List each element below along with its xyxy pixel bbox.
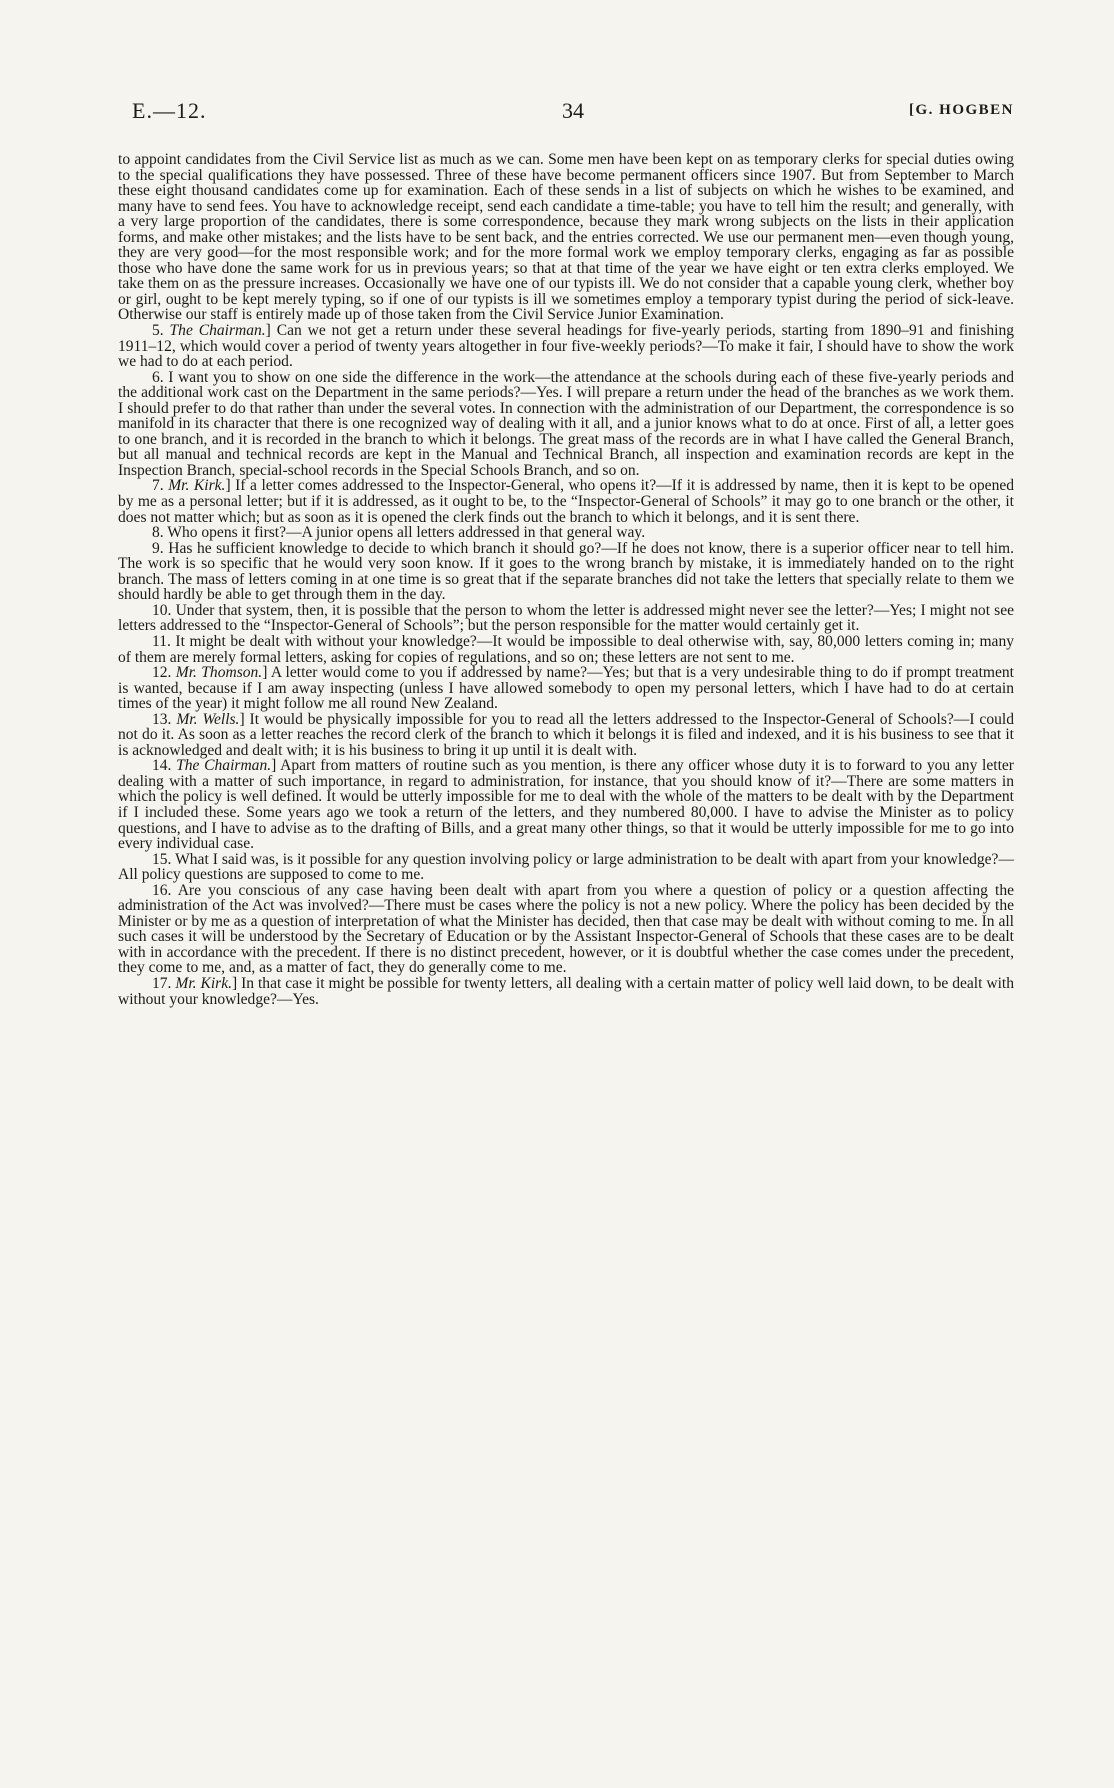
paragraph [118,478,1014,525]
question-number: 7. [152,477,169,495]
question-number: 10. [152,601,176,619]
speaker: Mr. Kirk. [168,477,226,495]
paragraph [118,525,1014,541]
question-number: 16. [152,881,178,899]
paragraph-text: Has he sufficient knowledge to decide to which branch it should go?—If he does not know, there is a superior officer near to tell him. The work is so specific that he would very soon know. If it goes to the wrong branch by mistake, it is immediately handed on to the right branch. The mass of letters coming in at one time is so great that if the separate branches did not take the letters that specially relate to them we should hardly be able to get through them in the day. [118,539,1015,604]
witness-name: [G. HOGBEN [908,102,1014,118]
paragraph-text: ] If a letter comes addressed to the Inspector-General, who opens it?—If it is addressed by name, then it is kept to be opened by me as a personal letter; but if it is addressed, as it ought to be, to the “Inspector-General of Schools” it may go to one branch or the other, it does not matter which; but as soon as it is opened the clerk finds out the branch to which it belongs, and it is sent there. [118,477,1015,526]
paragraph [118,852,1014,883]
page-header [132,98,1014,128]
paragraph [118,758,1014,851]
paragraph-text: It might be dealt with without your knowledge?—It would be impossible to deal otherwise with, say, 80,000 letters coming in; many of them are merely formal letters, asking for copies of regulations, and so on; these letters are not sent to me. [118,632,1014,666]
paragraph [118,712,1014,759]
question-number: 17. [152,974,176,992]
question-number: 5. [152,322,170,340]
paragraph-text: ] Can we not get a return under these several headings for five-yearly periods, starting from 1890–91 and finishing 1911–12, which would cover a period of twenty years altogether in four five-weekly periods?—To make it fair, I should have to show the work we had to do at each period. [118,322,1015,371]
page-number: 34 [562,98,584,123]
paragraph-text: ] In that case it might be possible for twenty letters, all dealing with a certain matter of policy well laid down, to be dealt with without your knowledge?—Yes. [118,974,1015,1008]
question-number: 11. [152,632,176,650]
speaker: The Chairman. [176,757,272,775]
paper-reference: E.—12. [132,98,207,123]
paragraph-text: I want you to show on one side the difference in the work—the attendance at the schools during each of these five-yearly periods and the additional work cast on the Department in the same periods?—Yes. I will prepare a return under the head of the branches as we work them. I should prefer to do that rather than under the several votes. In connection with the administration of our Department, the correspondence is so manifold in its character that there is one recognized way of dealing with it all, and a junior knows what to do at once. First of all, a letter goes to one branch, and it is recorded in the branch to which it belongs. The great mass of the records are in what I have called the General Branch, but all manual and technical records are kept in the Manual and Technical Branch, all inspection and examination records are kept in the Inspection Branch, special-school records in the Special Schools Branch, and so on. [118,368,1015,479]
paragraph-text: ] A letter would come to you if addressed by name?—Yes; but that is a very undesirable thing to do if prompt treatment is wanted, because if I am away inspecting (unless I have allowed somebody to open my personal letters, which I have had to do at certain times of the year) it might follow me all round New Zealand. [118,664,1014,713]
question-number: 13. [152,710,177,728]
question-number: 9. [152,539,169,557]
paragraph-text: Are you conscious of any case having been dealt with apart from you where a question of policy or a question affecting the administration of the Act was involved?—There must be cases where the policy is not a new policy. Where the policy has been decided by the Minister or by me as a question of interpretation of what the Minister has decided, then that case may be dealt with without coming to me. In all such cases it will be understood by the Secretary of Education or by the Assistant Inspector-General of Schools that these cases are to be dealt with in accordance with the precedent. If there is no distinct precedent, however, or it is doubtful whether the case comes under the precedent, they come to me, and, as a matter of fact, they do generally come to me. [118,881,1014,977]
paragraph-text: What I said was, is it possible for any question involving policy or large administration to be dealt with apart from your knowledge?—All policy questions are supposed to come to me. [118,850,1014,884]
paragraph [118,665,1014,712]
speaker: Mr. Kirk. [175,974,232,992]
question-number: 14. [152,757,177,775]
paragraph [118,323,1014,370]
question-number: 12. [152,664,176,682]
question-number: 6. [152,368,169,386]
paragraph [118,541,1014,603]
paragraph [118,152,1014,323]
question-number: 15. [152,850,176,868]
paragraph [118,603,1014,634]
question-number: 8. [152,524,168,542]
paragraph [118,370,1014,479]
paragraph [118,883,1014,976]
paragraph-text: to appoint candidates from the Civil Service list as much as we can. Some men have been kept on as temporary clerks for special duties owing to the special qualifications they have possessed. Three of these have become permanent officers since 1907. But from September to March these eight thousand candidates come up for examination. Each of these sends in a list of subjects on which he wishes to be examined, and many have to send fees. You have to acknowledge receipt, send each candidate a time-table; you have to tell him the result; and generally, with a very large proportion of the candidates, there is some correspondence, because they mark wrong subjects on the lists in their application forms, and make other mistakes; and the lists have to be sent back, and the entries corrected. We use our permanent men—even though young, they are very good—for the most responsible work; and for the more formal work we employ temporary clerks, engaging as far as possible those who have done the same work for us in previous years; so that at that time of the year we have eight or ten extra clerks employed. We take them on as the pressure increases. Occasionally we have one of our typists ill. We do not consider that a capable young clerk, whether boy or girl, ought to be kept merely typing, so if one of our typists is ill we sometimes employ a temporary typist during the period of sick-leave. Otherwise our staff is entirely made up of those taken from the Civil Service Junior Examination. [118,151,1014,324]
paragraph-text: ] It would be physically impossible for you to read all the letters addressed to the Inspector-General of Schools?—I could not do it. As soon as a letter reaches the record clerk of the branch to which it belongs it is filed and indexed, and it is his business to see that it is acknowledged and dealt with; it is his business to bring it up until it is dealt with. [118,710,1014,759]
speaker: Mr. Wells. [176,710,240,728]
paragraph-text: Who opens it first?—A junior opens all letters addressed in that general way. [167,524,646,542]
speaker: Mr. Thomson. [175,664,263,682]
paragraph [118,634,1014,665]
speaker: The Chairman. [169,322,266,340]
paragraph-text: ] Apart from matters of routine such as you mention, is there any officer whose duty it is to forward to you any letter dealing with a matter of such importance, in regard to administration, for instance, that you should know of it?—There are some matters in which the policy is well defined. It would be utterly impossible for me to deal with the whole of the matters to be dealt with by the Department if I included these. Some years ago we took a return of the letters, and they numbered 80,000. I have to advise the Minister as to policy questions, and I have to advise as to the drafting of Bills, and a great many other things, so that it would be utterly impossible for me to go into every individual case. [118,757,1014,853]
paragraph-text: Under that system, then, it is possible that the person to whom the letter is addressed might never see the letter?—Yes; I might not see letters addressed to the “Inspector-General of Schools”; but the person responsible for the matter would certainly get it. [118,601,1014,635]
paragraph [118,976,1014,1007]
evidence-text [118,152,1014,1007]
